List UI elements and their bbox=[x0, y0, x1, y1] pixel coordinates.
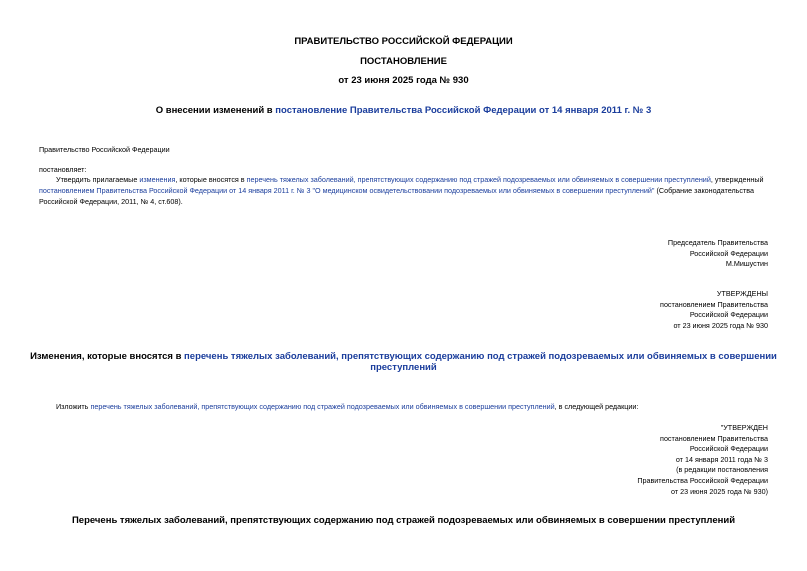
restate-link[interactable]: перечень тяжелых заболеваний, препятствующих содержанию под стражей подозреваемых или обвиняемых в совершении преступлений bbox=[90, 402, 555, 411]
resolution-link[interactable]: постановлением Правительства Российской Федерации от 14 января 2011 г. № 3 "О медицинском освидетельствовании подозреваемых или обвиняемых в совершении преступлений" bbox=[39, 185, 655, 195]
changes-title-line-2 bbox=[0, 362, 807, 373]
approved2-line-3: Российской Федерации bbox=[689, 444, 768, 454]
approved2-line-4: от 14 января 2011 года № 3 bbox=[675, 454, 768, 464]
approved2-line-1: "УТВЕРЖДЕН bbox=[720, 423, 768, 432]
restate-prefix: Изложить bbox=[56, 402, 91, 411]
p1-text-c: , утвержденный bbox=[710, 175, 764, 184]
approved-line-2: постановлением Правительства bbox=[660, 299, 768, 309]
list-title: Перечень тяжелых заболеваний, препятствующих содержанию под стражей подозреваемых или обвиняемых в совершении преступлений bbox=[71, 515, 736, 526]
approved2-line-6: Правительства Российской Федерации bbox=[637, 475, 768, 485]
resolves-text: постановляет: bbox=[39, 165, 87, 174]
document-type: ПОСТАНОВЛЕНИЕ bbox=[360, 56, 447, 67]
changes-link[interactable]: изменения bbox=[139, 175, 176, 184]
approved2-line-7: от 23 июня 2025 года № 930) bbox=[671, 486, 768, 496]
p1-text-b: , которые вносятся в bbox=[175, 175, 247, 184]
changes-title-link-cont[interactable]: преступлений bbox=[370, 362, 437, 373]
document-title-prefix: О внесении изменений в bbox=[155, 105, 276, 116]
approved-block-2 bbox=[637, 423, 768, 497]
amended-resolution-link[interactable]: постановление Правительства Российской Федерации от 14 января 2011 г. № 3 bbox=[275, 105, 652, 116]
approved2-line-2: постановлением Правительства bbox=[660, 433, 768, 443]
p1-text-d: (Собрание законодательства Российской Федерации, 2011, № 4, ст.608). bbox=[39, 185, 755, 206]
p1-text-a: Утвердить прилагаемые bbox=[56, 175, 140, 184]
signature-line-3: М.Мишустин bbox=[725, 259, 768, 269]
approved-line-1: УТВЕРЖДЕНЫ bbox=[716, 289, 768, 298]
approved2-line-5: (в редакции постановления bbox=[676, 465, 768, 475]
paragraph-1 bbox=[39, 175, 768, 207]
approved-line-3: Российской Федерации bbox=[689, 310, 768, 320]
signature-line-2: Российской Федерации bbox=[689, 248, 768, 258]
issuer-text: Правительство Российской Федерации bbox=[39, 145, 170, 154]
approved-line-4: от 23 июня 2025 года № 930 bbox=[673, 320, 768, 330]
restate-paragraph bbox=[39, 402, 768, 413]
document-date-number: от 23 июня 2025 года № 930 bbox=[338, 75, 469, 86]
changes-title-prefix: Изменения, которые вносятся в bbox=[30, 351, 185, 362]
document-title bbox=[0, 105, 807, 116]
government-heading: ПРАВИТЕЛЬСТВО РОССИЙСКОЙ ФЕДЕРАЦИИ bbox=[294, 36, 513, 47]
changes-title-line-1 bbox=[0, 351, 807, 362]
diseases-list-link[interactable]: перечень тяжелых заболеваний, препятствующих содержанию под стражей подозреваемых или обвиняемых в совершении преступлений bbox=[246, 175, 711, 184]
restate-suffix: , в следующей редакции: bbox=[554, 402, 639, 411]
changes-title-link[interactable]: перечень тяжелых заболеваний, препятствующих содержанию под стражей подозреваемых или обвиняемых в совершении bbox=[184, 351, 777, 362]
signature-block bbox=[668, 238, 768, 270]
signature-line-1: Председатель Правительства bbox=[667, 238, 768, 247]
approved-block bbox=[660, 289, 768, 331]
